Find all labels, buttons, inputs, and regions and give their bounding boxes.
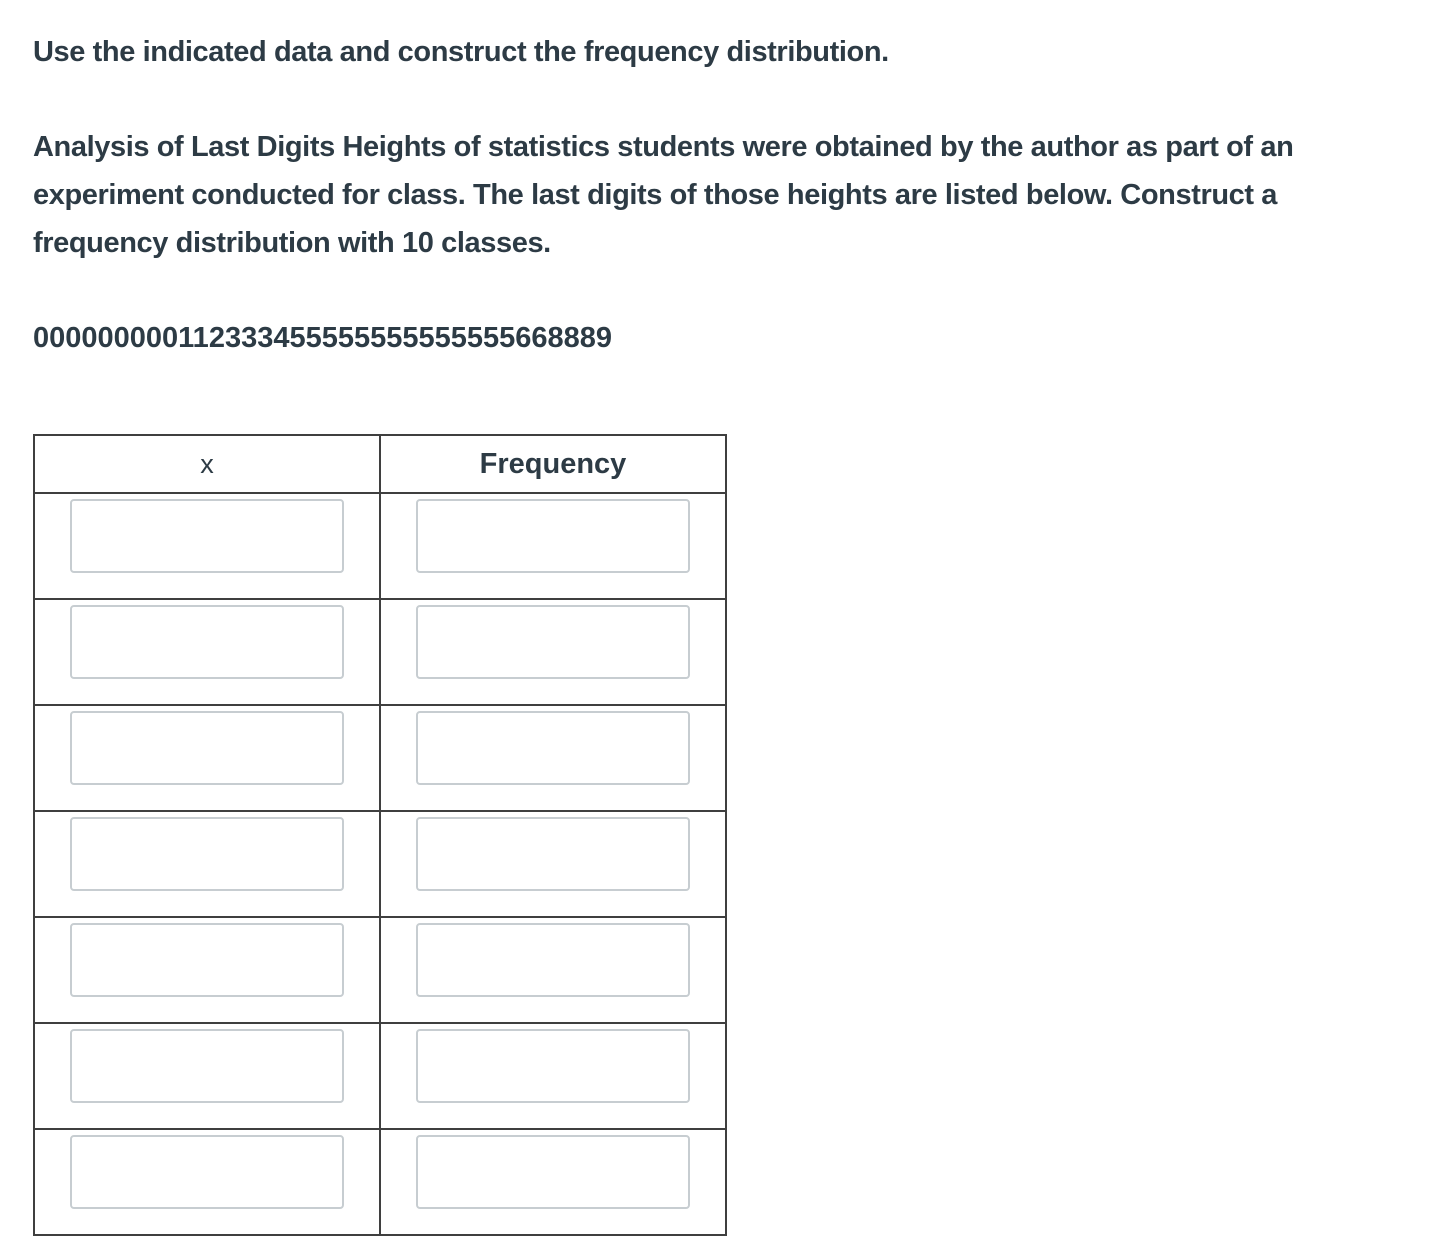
table-header-row [34, 435, 726, 493]
header-x: x [34, 435, 380, 493]
frequency-cell [380, 1129, 726, 1235]
frequency-input-6[interactable] [416, 1029, 690, 1103]
table-row [34, 811, 726, 917]
table-row [34, 1129, 726, 1235]
frequency-cell [380, 1023, 726, 1129]
x-input-2[interactable] [70, 605, 344, 679]
x-cell [34, 493, 380, 599]
frequency-input-2[interactable] [416, 605, 690, 679]
x-input-6[interactable] [70, 1029, 344, 1103]
x-input-4[interactable] [70, 817, 344, 891]
table-row [34, 705, 726, 811]
frequency-cell [380, 917, 726, 1023]
x-input-7[interactable] [70, 1135, 344, 1209]
frequency-input-7[interactable] [416, 1135, 690, 1209]
x-input-1[interactable] [70, 499, 344, 573]
x-input-5[interactable] [70, 923, 344, 997]
problem-text: Analysis of Last Digits Heights of statistics students were obtained by the author as part of an experiment conducted for class. The last digits of those heights are listed below. Construct a frequency distribution with 10 classes. [33, 131, 1294, 259]
frequency-cell [380, 811, 726, 917]
x-cell [34, 1023, 380, 1129]
table-row [34, 493, 726, 599]
x-cell [34, 705, 380, 811]
table-row [34, 917, 726, 1023]
frequency-cell [380, 493, 726, 599]
frequency-cell [380, 705, 726, 811]
frequency-cell [380, 599, 726, 705]
table-row [34, 1023, 726, 1129]
header-frequency: Frequency [380, 435, 726, 493]
data-digits: 000000000112333455555555555555668889 [33, 322, 613, 354]
frequency-input-5[interactable] [416, 923, 690, 997]
frequency-input-1[interactable] [416, 499, 690, 573]
x-cell [34, 811, 380, 917]
x-cell [34, 599, 380, 705]
frequency-table [33, 434, 727, 1236]
frequency-input-3[interactable] [416, 711, 690, 785]
x-cell [34, 917, 380, 1023]
x-cell [34, 1129, 380, 1235]
x-input-3[interactable] [70, 711, 344, 785]
frequency-input-4[interactable] [416, 817, 690, 891]
table-row [34, 599, 726, 705]
instruction-text: Use the indicated data and construct the frequency distribution. [33, 36, 889, 68]
